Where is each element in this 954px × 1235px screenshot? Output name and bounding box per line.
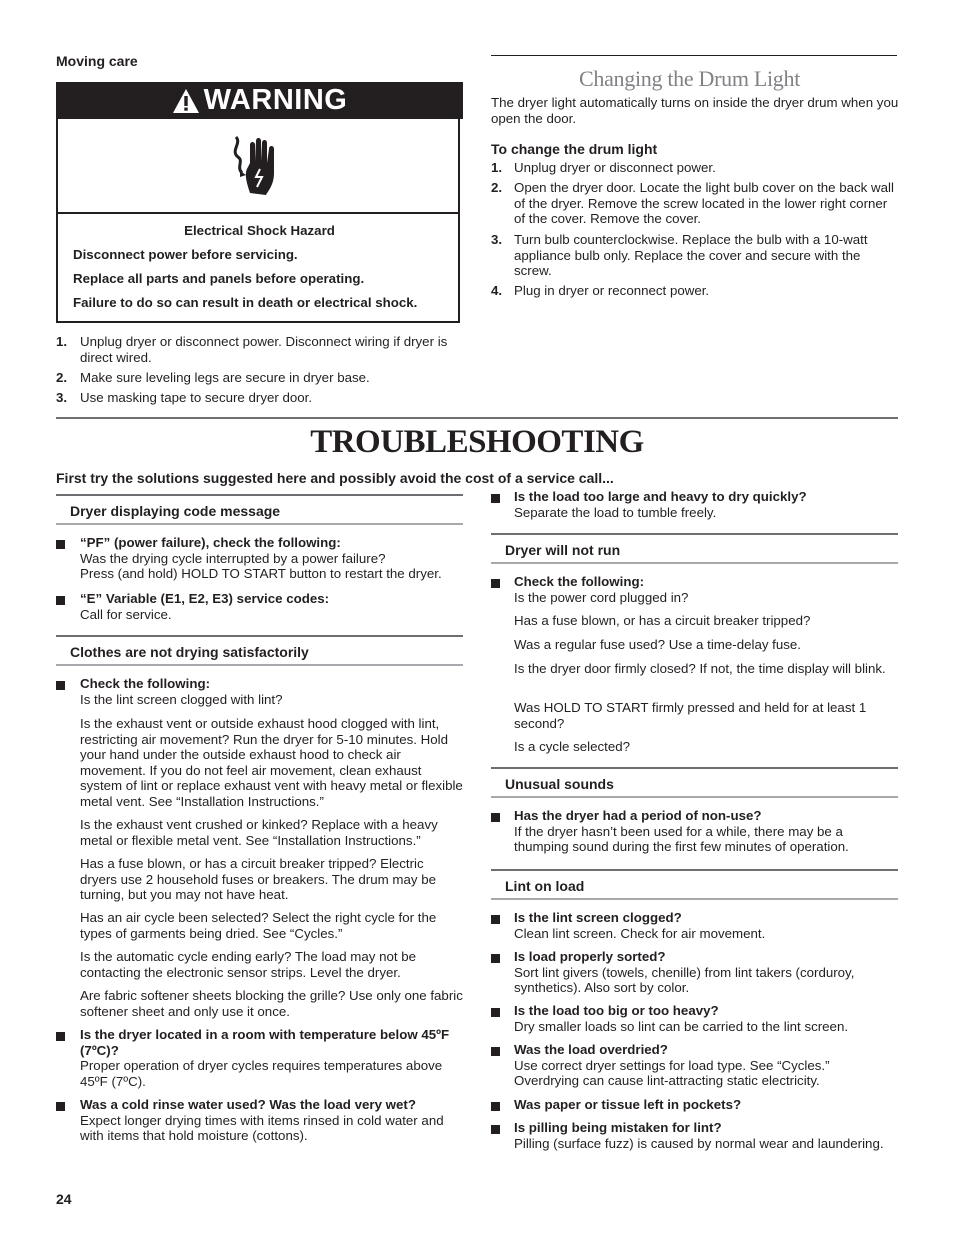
warning-triangle-icon: [172, 88, 200, 114]
bullet: [56, 1102, 65, 1111]
paragraph: Is the exhaust vent crushed or kinked? Replace with a heavy metal or flexible metal vent. See “Installation Instructions.”: [80, 817, 438, 848]
section-rule: [56, 635, 463, 637]
bullet: [491, 813, 500, 822]
question: Is load properly sorted?: [514, 949, 666, 964]
bullet: [491, 954, 500, 963]
answer: Press (and hold) HOLD TO START button to restart the dryer.: [80, 566, 442, 581]
bullet: [56, 1032, 65, 1041]
answer: Expect longer drying times with items rinsed in cold water and with items that hold moisture (cottons).: [80, 1112, 444, 1143]
step-text: Open the dryer door. Locate the light bulb cover on the back wall of the dryer. Remove the screw located in the lower right corner of the cover. Remove the cover.: [514, 180, 894, 226]
answer: Call for service.: [80, 606, 172, 622]
answer: Pilling (surface fuzz) is caused by normal wear and laundering.: [514, 1135, 884, 1151]
will-not-run-heading: Dryer will not run: [505, 542, 621, 558]
question: Was a cold rinse water used? Was the load very wet?: [80, 1097, 416, 1112]
section-rule: [56, 417, 898, 419]
bullet: [56, 540, 65, 549]
answer: Clean lint screen. Check for air movement.: [514, 925, 766, 941]
bullet: [491, 1008, 500, 1017]
section-rule: [56, 494, 463, 496]
warning-header: [56, 82, 463, 119]
question: Was paper or tissue left in pockets?: [514, 1097, 742, 1112]
paragraph: Is the dryer door firmly closed? If not, the time display will blink.: [514, 661, 886, 676]
troubleshooting-intro: First try the solutions suggested here and possibly avoid the cost of a service call...: [56, 470, 614, 486]
drum-light-title: Changing the Drum Light: [579, 66, 801, 91]
paragraph: Is a cycle selected?: [514, 739, 631, 754]
bullet: [491, 494, 500, 503]
bullet: [56, 681, 65, 690]
step-text: Use masking tape to secure dryer door.: [80, 390, 313, 405]
warning-line: Replace all parts and panels before operating.: [73, 271, 365, 286]
step-number: 3.: [491, 232, 503, 247]
bullet: [56, 596, 65, 605]
moving-care-heading: Moving care: [56, 53, 138, 69]
question: “PF” (power failure), check the following:: [80, 535, 341, 550]
answer: Proper operation of dryer cycles requires temperatures above 45ºF (7ºC).: [80, 1058, 443, 1089]
electrical-shock-hand-icon: [226, 133, 288, 199]
step-number: 2.: [56, 370, 68, 385]
bullet: [491, 579, 500, 588]
section-rule: [56, 664, 463, 666]
warning-line: Disconnect power before servicing.: [73, 247, 298, 262]
step-number: 4.: [491, 283, 503, 298]
answer: Dry smaller loads so lint can be carried to the lint screen.: [514, 1018, 849, 1034]
paragraph: Is the automatic cycle ending early? The load may not be contacting the electronic sensor strips. Level the dryer.: [80, 949, 417, 980]
answer: Sort lint givers (towels, chenille) from lint takers (corduroy, synthetics). Also sort by color.: [514, 964, 855, 995]
not-drying-heading: Clothes are not drying satisfactorily: [70, 644, 309, 660]
paragraph: Has an air cycle been selected? Select the right cycle for the types of garments being dried. See “Cycles.”: [80, 910, 437, 941]
section-rule: [491, 796, 898, 798]
step-number: 1.: [491, 160, 503, 175]
answer: Is the lint screen clogged with lint?: [80, 691, 283, 707]
section-rule: [491, 562, 898, 564]
question: Is the dryer located in a room with temperature below 45ºF (7ºC)?: [80, 1027, 450, 1058]
section-rule: [491, 533, 898, 535]
step-text: Make sure leveling legs are secure in dryer base.: [80, 370, 370, 385]
lint-on-load-heading: Lint on load: [505, 878, 585, 894]
hazard-title: Electrical Shock Hazard: [184, 223, 335, 238]
bullet: [491, 1047, 500, 1056]
drum-light-subheading: To change the drum light: [491, 141, 658, 157]
question: Is the lint screen clogged?: [514, 910, 682, 925]
answer: If the dryer hasn’t been used for a while, there may be a thumping sound during the first few minutes of operation.: [514, 823, 849, 854]
paragraph: Has a fuse blown, or has a circuit breaker tripped?: [514, 613, 811, 628]
step-number: 1.: [56, 334, 68, 349]
page-number: 24: [56, 1191, 72, 1207]
question: Was the load overdried?: [514, 1042, 668, 1057]
drum-light-intro: The dryer light automatically turns on inside the dryer drum when you open the door.: [491, 95, 899, 126]
section-rule: [491, 869, 898, 871]
step-text: Plug in dryer or reconnect power.: [514, 283, 710, 298]
step-text: Unplug dryer or disconnect power.: [514, 160, 716, 175]
paragraph: Are fabric softener sheets blocking the grille? Use only one fabric softener sheet and only use it once.: [80, 988, 463, 1019]
answer: Separate the load to tumble freely.: [514, 504, 717, 520]
question: Check the following:: [80, 676, 211, 691]
top-rule: [491, 55, 897, 56]
warning-divider: [58, 212, 460, 214]
section-rule: [491, 767, 898, 769]
question: Is pilling being mistaken for lint?: [514, 1120, 722, 1135]
paragraph: Was HOLD TO START firmly pressed and held for at least 1 second?: [514, 700, 867, 731]
section-rule: [56, 523, 463, 525]
step-number: 2.: [491, 180, 503, 195]
question: “E” Variable (E1, E2, E3) service codes:: [80, 591, 330, 606]
question: Check the following:: [514, 574, 645, 589]
troubleshooting-title: TROUBLESHOOTING: [310, 424, 644, 460]
section-rule: [491, 898, 898, 900]
unusual-sounds-heading: Unusual sounds: [505, 776, 614, 792]
bullet: [491, 1102, 500, 1111]
step-number: 3.: [56, 390, 68, 405]
question: Is the load too big or too heavy?: [514, 1003, 719, 1018]
question: Is the load too large and heavy to dry quickly?: [514, 489, 807, 504]
bullet: [491, 915, 500, 924]
code-message-heading: Dryer displaying code message: [70, 503, 281, 519]
answer: Was the drying cycle interrupted by a power failure?: [80, 550, 386, 566]
step-text: Unplug dryer or disconnect power. Disconnect wiring if dryer is direct wired.: [80, 334, 448, 365]
step-text: Turn bulb counterclockwise. Replace the bulb with a 10-watt appliance bulb only. Replace the cover and secure with the screw.: [514, 232, 868, 278]
bullet: [491, 1125, 500, 1134]
answer: Is the power cord plugged in?: [514, 589, 689, 605]
answer: Use correct dryer settings for load type. See “Cycles.” Overdrying can cause lint-attracting static electricity.: [514, 1057, 830, 1088]
warning-line: Failure to do so can result in death or electrical shock.: [73, 295, 418, 310]
question: Has the dryer had a period of non-use?: [514, 808, 762, 823]
paragraph: Is the exhaust vent or outside exhaust hood clogged with lint, restricting air movement? Run the dryer for 5-10 minutes. Hold your hand under the outside exhaust hood to check air movement. If you do not feel air movement, clean exhaust system of lint or replace exhaust vent with heavy metal or flexible metal vent. See “Installation Instructions.”: [80, 716, 463, 809]
paragraph: Has a fuse blown, or has a circuit breaker tripped? Electric dryers use 2 household fuses or breakers. The drum may be turning, but you may not have heat.: [80, 856, 436, 902]
paragraph: Was a regular fuse used? Use a time-delay fuse.: [514, 637, 802, 652]
warning-title: WARNING: [203, 84, 348, 116]
